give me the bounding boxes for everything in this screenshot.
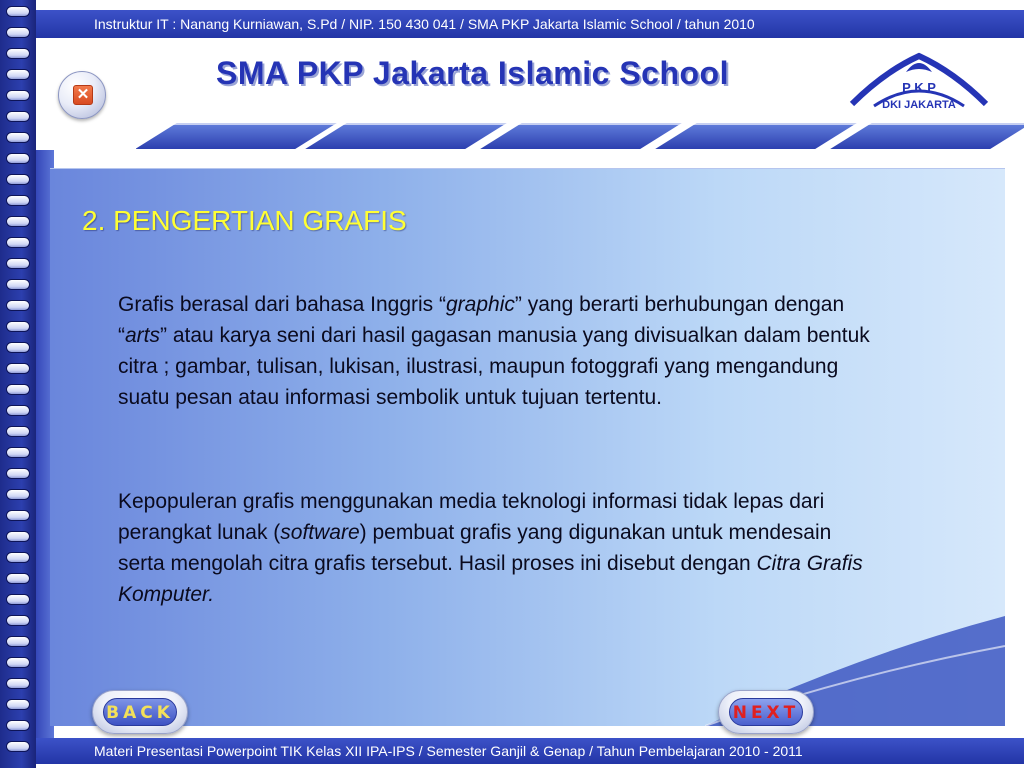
binder-ring: [6, 342, 30, 353]
binder-ring: [6, 636, 30, 647]
para1-text-e: ” atau karya seni dari hasil gagasan manusia yang divisualkan dalam bentuk citra ; gambar, tulisan, lukisan, ilustrasi, maupun fotoggrafi yang mengandung suatu pesan atau informasi sembolik untuk tujuan tertentu.: [118, 324, 870, 409]
binder-ring: [6, 678, 30, 689]
binder-ring: [6, 6, 30, 17]
binder-ring: [6, 132, 30, 143]
para1-term-graphic: graphic: [446, 293, 515, 316]
binder-ring: [6, 279, 30, 290]
binder-ring: [6, 90, 30, 101]
binder-ring: [6, 531, 30, 542]
binder-ring: [6, 426, 30, 437]
binder-ring: [6, 174, 30, 185]
binder-ring: [6, 615, 30, 626]
section-title: 2. PENGERTIAN GRAFIS: [82, 205, 407, 236]
para2-term-citra: Citra Grafis Komputer.: [118, 552, 863, 606]
para1-text-c: ” yang berarti berhubungan dengan “: [118, 293, 845, 347]
binder-ring: [6, 153, 30, 164]
binder-ring: [6, 510, 30, 521]
binder-ring: [6, 69, 30, 80]
bottom-info-bar: Materi Presentasi Powerpoint TIK Kelas XII IPA-IPS / Semester Ganjil & Genap / Tahun Pembelajaran 2010 - 2011: [36, 738, 1024, 764]
binder-ring: [6, 111, 30, 122]
binder-ring: [6, 552, 30, 563]
close-button[interactable]: [58, 71, 106, 119]
content-panel: [50, 168, 1005, 726]
top-info-bar: Instruktur IT : Nanang Kurniawan, S.Pd / NIP. 150 430 041 / SMA PKP Jakarta Islamic School / tahun 2010: [36, 10, 1024, 38]
para2-text-a: Kepopuleran grafis menggunakan media teknologi informasi tidak lepas dari perangkat lunak (: [118, 490, 825, 544]
para2-text-c: ) pembuat grafis yang digunakan untuk mendesain serta mengolah citra grafis tersebut. Hasil proses ini disebut dengan: [118, 521, 832, 575]
binder-ring: [6, 363, 30, 374]
next-button[interactable]: [718, 690, 814, 734]
logo-text-pkp: P K P: [902, 80, 936, 95]
para1-text-a: Grafis berasal dari bahasa Inggris “: [118, 293, 446, 316]
binder-rings-strip: [0, 0, 36, 768]
para2-term-software: software: [280, 521, 360, 544]
binder-ring: [6, 594, 30, 605]
paragraph-definition: [118, 289, 878, 413]
binder-ring: [6, 573, 30, 584]
binder-ring: [6, 657, 30, 668]
header: [36, 38, 1024, 150]
header-decorative-stripes: [136, 120, 1024, 150]
binder-ring: [6, 300, 30, 311]
binder-ring: [6, 489, 30, 500]
binder-ring: [6, 699, 30, 710]
binder-ring: [6, 216, 30, 227]
school-logo: [844, 46, 994, 110]
binder-ring: [6, 447, 30, 458]
binder-ring: [6, 237, 30, 248]
binder-ring: [6, 405, 30, 416]
binder-ring: [6, 27, 30, 38]
binder-ring: [6, 384, 30, 395]
binder-ring: [6, 321, 30, 332]
para1-term-arts: arts: [125, 324, 161, 347]
next-button-label: NEXT: [729, 698, 803, 726]
binder-ring: [6, 195, 30, 206]
close-icon: ✕: [73, 85, 93, 105]
paragraph-popularity: [118, 486, 878, 610]
binder-ring: [6, 720, 30, 731]
back-button[interactable]: [92, 690, 188, 734]
logo-text-dki: DKI JAKARTA: [882, 99, 956, 110]
binder-ring: [6, 468, 30, 479]
back-button-label: BACK: [103, 698, 177, 726]
binder-ring: [6, 741, 30, 752]
binder-ring: [6, 258, 30, 269]
binder-ring: [6, 48, 30, 59]
school-title: SMA PKP Jakarta Islamic School: [216, 55, 729, 91]
